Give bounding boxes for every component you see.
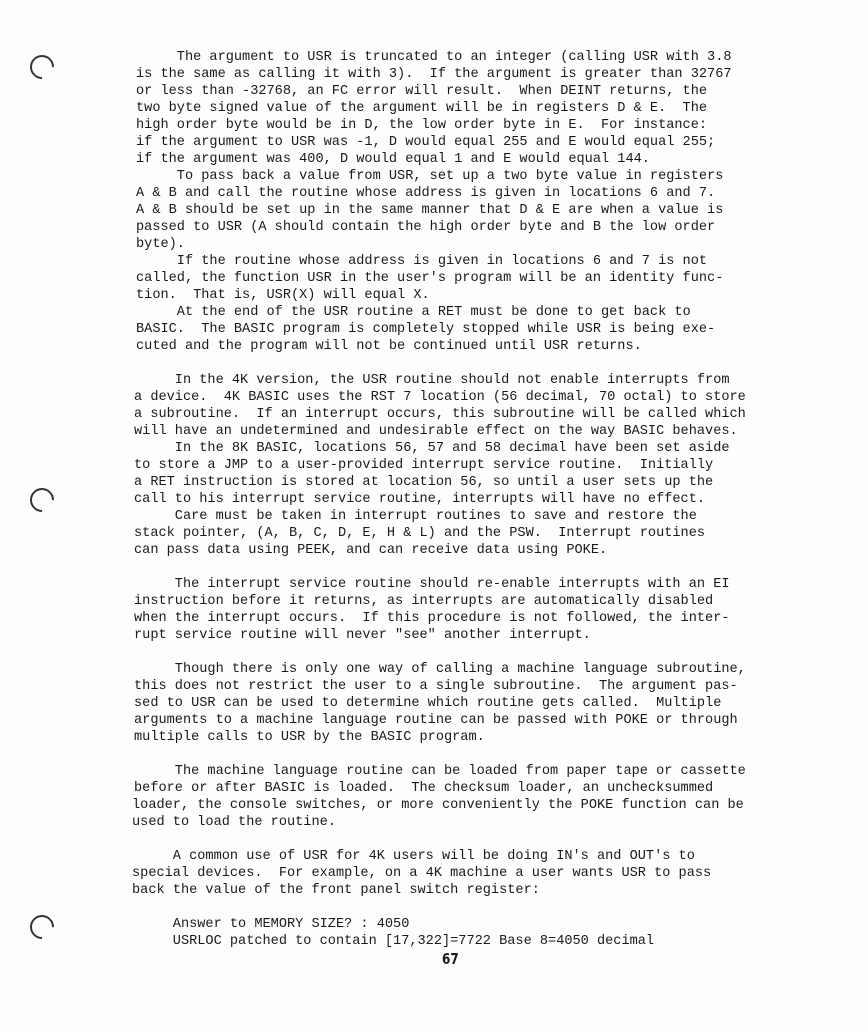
text-line: two byte signed value of the argument will be in registers D & E. The: [136, 101, 708, 116]
text-line: multiple calls to USR by the BASIC program.: [134, 730, 485, 745]
text-line: byte).: [136, 237, 185, 252]
text-line: back the value of the front panel switch register:: [132, 883, 540, 898]
text-line: stack pointer, (A, B, C, D, E, H & L) and the PSW. Interrupt routines: [134, 526, 706, 541]
text-line: a device. 4K BASIC uses the RST 7 location (56 decimal, 70 octal) to store: [134, 390, 746, 405]
text-line: The machine language routine can be loaded from paper tape or cassette: [134, 764, 746, 779]
text-line: is the same as calling it with 3). If the argument is greater than 32767: [136, 67, 732, 82]
text-line: The interrupt service routine should re-enable interrupts with an EI: [134, 577, 730, 592]
text-line: Answer to MEMORY SIZE? : 4050: [132, 917, 410, 932]
text-line: In the 8K BASIC, locations 56, 57 and 58 decimal have been set aside: [134, 441, 730, 456]
text-line: before or after BASIC is loaded. The checksum loader, an unchecksummed: [134, 781, 714, 796]
text-line: USRLOC patched to contain [17,322]=7722 Base 8=4050 decimal: [132, 934, 655, 949]
text-line: sed to USR can be used to determine which routine gets called. Multiple: [134, 696, 722, 711]
text-line: a subroutine. If an interrupt occurs, this subroutine will be called which: [134, 407, 746, 422]
page-number: 67: [442, 950, 459, 968]
text-line: loader, the console switches, or more conveniently the POKE function can be: [132, 798, 744, 813]
text-line: this does not restrict the user to a single subroutine. The argument pas-: [134, 679, 738, 694]
text-line: The argument to USR is truncated to an integer (calling USR with 3.8: [136, 50, 732, 65]
text-line: if the argument was 400, D would equal 1 and E would equal 144.: [136, 152, 650, 167]
text-line: instruction before it returns, as interrupts are automatically disabled: [134, 594, 714, 609]
text-line: A & B and call the routine whose address is given in locations 6 and 7.: [136, 186, 716, 201]
text-line: A common use of USR for 4K users will be doing IN's and OUT's to: [132, 849, 695, 864]
text-line: high order byte would be in D, the low order byte in E. For instance:: [136, 118, 708, 133]
text-line: if the argument to USR was -1, D would equal 255 and E would equal 255;: [136, 135, 716, 150]
text-line: At the end of the USR routine a RET must be done to get back to: [136, 305, 691, 320]
text-line: used to load the routine.: [132, 815, 336, 830]
text-line: to store a JMP to a user-provided interrupt service routine. Initially: [134, 458, 714, 473]
text-line: In the 4K version, the USR routine should not enable interrupts from: [134, 373, 730, 388]
text-line: To pass back a value from USR, set up a two byte value in registers: [136, 169, 724, 184]
text-line: will have an undetermined and undesirable effect on the way BASIC behaves.: [134, 424, 738, 439]
text-line: or less than -32768, an FC error will result. When DEINT returns, the: [136, 84, 708, 99]
text-line: If the routine whose address is given in locations 6 and 7 is not: [136, 254, 708, 269]
text-line: rupt service routine will never "see" another interrupt.: [134, 628, 591, 643]
binder-hole-bottom: [25, 910, 59, 944]
binder-hole-top: [25, 50, 59, 84]
text-line: tion. That is, USR(X) will equal X.: [136, 288, 430, 303]
binder-hole-middle: [25, 483, 59, 517]
text-line: arguments to a machine language routine can be passed with POKE or through: [134, 713, 738, 728]
text-line: a RET instruction is stored at location 56, so until a user sets up the: [134, 475, 714, 490]
text-line: can pass data using PEEK, and can receive data using POKE.: [134, 543, 608, 558]
text-line: when the interrupt occurs. If this procedure is not followed, the inter-: [134, 611, 730, 626]
text-line: called, the function USR in the user's program will be an identity func-: [136, 271, 724, 286]
text-line: special devices. For example, on a 4K machine a user wants USR to pass: [132, 866, 712, 881]
text-line: passed to USR (A should contain the high order byte and B the low order: [136, 220, 716, 235]
text-line: cuted and the program will not be continued until USR returns.: [136, 339, 642, 354]
text-line: BASIC. The BASIC program is completely stopped while USR is being exe-: [136, 322, 716, 337]
text-line: Care must be taken in interrupt routines to save and restore the: [134, 509, 697, 524]
text-line: A & B should be set up in the same manner that D & E are when a value is: [136, 203, 724, 218]
text-line: call to his interrupt service routine, interrupts will have no effect.: [134, 492, 706, 507]
text-line: Though there is only one way of calling a machine language subroutine,: [134, 662, 746, 677]
